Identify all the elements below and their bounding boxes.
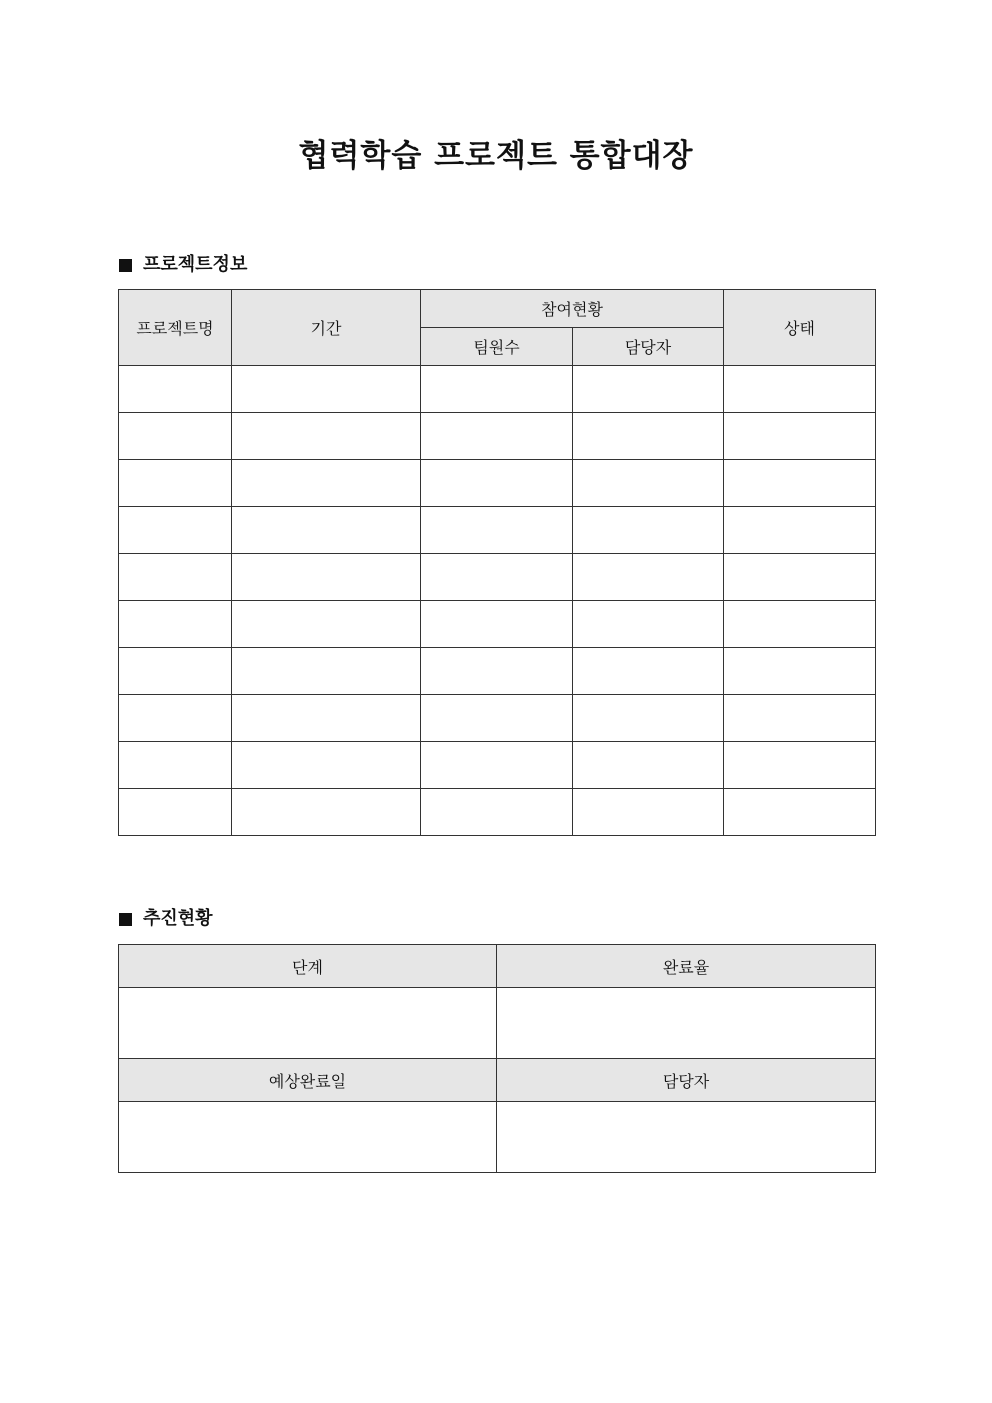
cell-period[interactable] bbox=[232, 554, 421, 601]
cell-status[interactable] bbox=[724, 554, 876, 601]
cell-period[interactable] bbox=[232, 648, 421, 695]
section-heading-label: 프로젝트정보 bbox=[143, 254, 248, 275]
cell-status[interactable] bbox=[724, 601, 876, 648]
cell-period[interactable] bbox=[232, 789, 421, 836]
table-row bbox=[119, 507, 876, 554]
table-row bbox=[119, 742, 876, 789]
cell-members[interactable] bbox=[421, 648, 573, 695]
cell-members[interactable] bbox=[421, 460, 573, 507]
column-header-period: 기간 bbox=[232, 290, 421, 366]
table-row bbox=[119, 554, 876, 601]
cell-period[interactable] bbox=[232, 413, 421, 460]
cell-period[interactable] bbox=[232, 601, 421, 648]
cell-name[interactable] bbox=[119, 507, 232, 554]
cell-status[interactable] bbox=[724, 742, 876, 789]
value-completion-rate-cell[interactable] bbox=[497, 988, 876, 1059]
cell-status[interactable] bbox=[724, 648, 876, 695]
cell-members[interactable] bbox=[421, 789, 573, 836]
project-info-table bbox=[118, 289, 876, 836]
cell-period[interactable] bbox=[232, 460, 421, 507]
table-row bbox=[119, 601, 876, 648]
square-bullet-icon bbox=[119, 913, 132, 926]
cell-status[interactable] bbox=[724, 695, 876, 742]
table-row bbox=[119, 413, 876, 460]
cell-status[interactable] bbox=[724, 789, 876, 836]
section-heading-label: 추진현황 bbox=[143, 908, 213, 929]
column-header-status: 상태 bbox=[724, 290, 876, 366]
column-header-project-name: 프로젝트명 bbox=[119, 290, 232, 366]
progress-table bbox=[118, 944, 876, 1173]
label-expected-date: 예상완료일 bbox=[119, 1059, 497, 1102]
page-title: 협력학습 프로젝트 통합대장 bbox=[298, 138, 694, 174]
cell-name[interactable] bbox=[119, 648, 232, 695]
cell-name[interactable] bbox=[119, 413, 232, 460]
cell-name[interactable] bbox=[119, 460, 232, 507]
table-row bbox=[119, 460, 876, 507]
cell-name[interactable] bbox=[119, 601, 232, 648]
cell-manager[interactable] bbox=[573, 601, 724, 648]
cell-status[interactable] bbox=[724, 366, 876, 413]
value-stage-cell[interactable] bbox=[119, 988, 497, 1059]
cell-period[interactable] bbox=[232, 742, 421, 789]
square-bullet-icon bbox=[119, 259, 132, 272]
cell-members[interactable] bbox=[421, 742, 573, 789]
table-row bbox=[119, 789, 876, 836]
column-header-participation: 참여현황 bbox=[421, 290, 724, 328]
cell-period[interactable] bbox=[232, 507, 421, 554]
cell-members[interactable] bbox=[421, 695, 573, 742]
value-manager-cell[interactable] bbox=[497, 1102, 876, 1173]
cell-status[interactable] bbox=[724, 413, 876, 460]
project-info-body bbox=[119, 366, 876, 836]
cell-period[interactable] bbox=[232, 366, 421, 413]
cell-members[interactable] bbox=[421, 413, 573, 460]
column-header-members: 팀원수 bbox=[421, 328, 573, 366]
cell-manager[interactable] bbox=[573, 460, 724, 507]
cell-members[interactable] bbox=[421, 554, 573, 601]
cell-period[interactable] bbox=[232, 695, 421, 742]
cell-manager[interactable] bbox=[573, 742, 724, 789]
value-expected-date-cell[interactable] bbox=[119, 1102, 497, 1173]
column-header-manager: 담당자 bbox=[573, 328, 724, 366]
label-stage: 단계 bbox=[119, 945, 497, 988]
cell-name[interactable] bbox=[119, 554, 232, 601]
cell-members[interactable] bbox=[421, 366, 573, 413]
table-row bbox=[119, 366, 876, 413]
cell-status[interactable] bbox=[724, 460, 876, 507]
cell-members[interactable] bbox=[421, 601, 573, 648]
cell-manager[interactable] bbox=[573, 507, 724, 554]
cell-manager[interactable] bbox=[573, 695, 724, 742]
cell-name[interactable] bbox=[119, 789, 232, 836]
section-heading-project-info bbox=[119, 253, 247, 277]
cell-manager[interactable] bbox=[573, 413, 724, 460]
cell-manager[interactable] bbox=[573, 648, 724, 695]
cell-name[interactable] bbox=[119, 742, 232, 789]
label-manager: 담당자 bbox=[497, 1059, 876, 1102]
section-heading-progress bbox=[119, 907, 213, 931]
cell-manager[interactable] bbox=[573, 366, 724, 413]
label-completion-rate: 완료율 bbox=[497, 945, 876, 988]
table-row bbox=[119, 648, 876, 695]
cell-manager[interactable] bbox=[573, 554, 724, 601]
cell-manager[interactable] bbox=[573, 789, 724, 836]
cell-status[interactable] bbox=[724, 507, 876, 554]
cell-members[interactable] bbox=[421, 507, 573, 554]
cell-name[interactable] bbox=[119, 695, 232, 742]
cell-name[interactable] bbox=[119, 366, 232, 413]
table-row bbox=[119, 695, 876, 742]
